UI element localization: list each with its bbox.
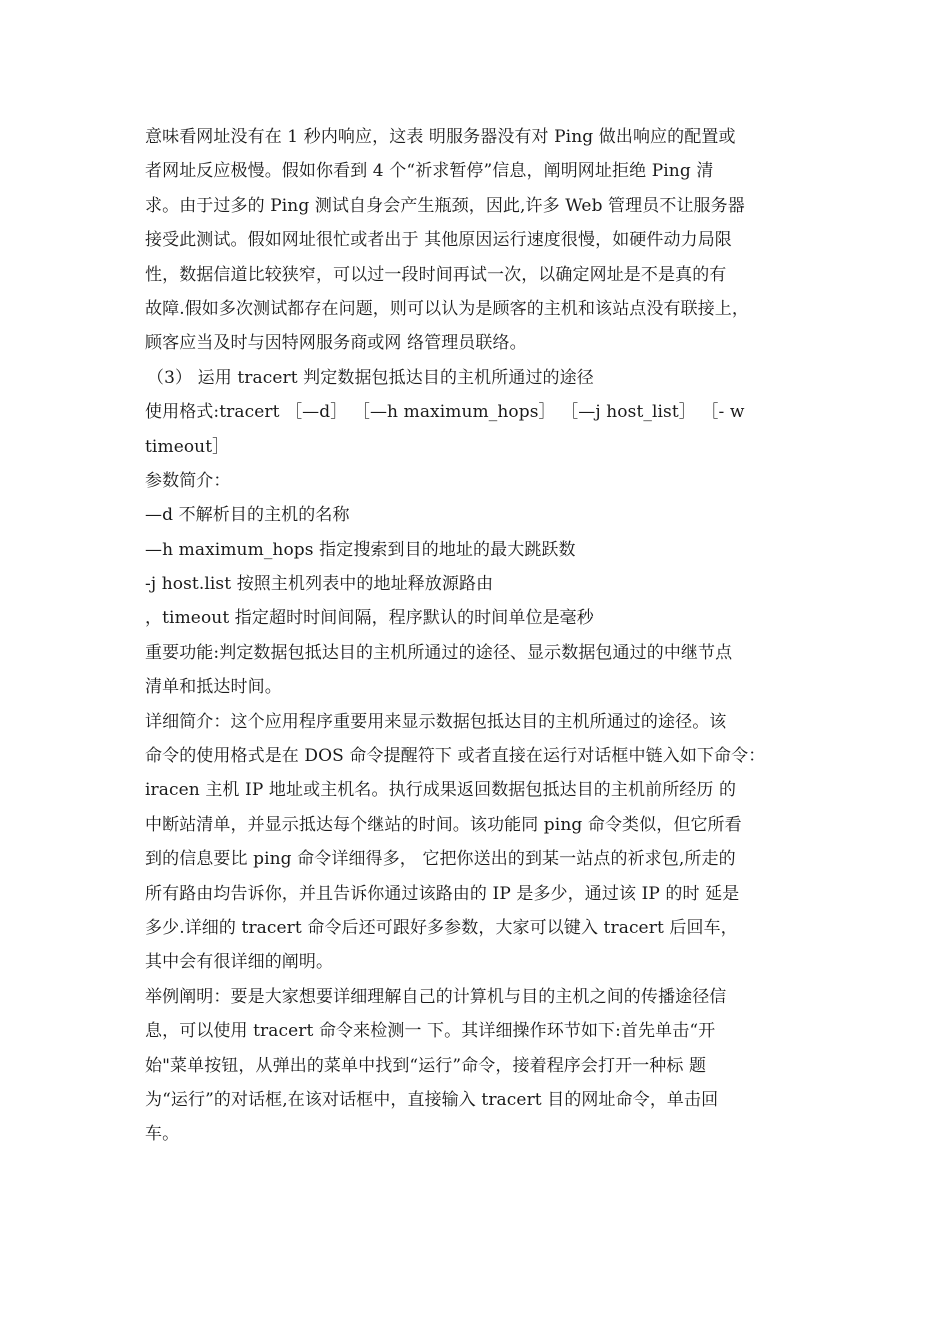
text-line: -j host.list 按照主机列表中的地址释放源路由 [145, 574, 494, 595]
text-line: 其中会有很详细的阐明。 [145, 952, 334, 973]
text-line: 顾客应当及时与因特网服务商或网 络管理员联络。 [145, 333, 527, 354]
text-line: 中断站清单，并显示抵达每个继站的时间。该功能同 ping 命令类似，但它所看 [145, 814, 742, 835]
section-heading: （3） 运用 tracert 判定数据包抵达目的主机所通过的途径 [147, 367, 594, 388]
text-line: ，timeout 指定超时时间间隔，程序默认的时间单位是毫秒 [145, 608, 594, 629]
text-line: 息，可以使用 tracert 命令来检测一 下。其详细操作环节如下:首先单击“开 [145, 1021, 716, 1042]
text-line: 命令的使用格式是在 DOS 命令提醒符下 或者直接在运行对话框中链入如下命令： [145, 746, 766, 767]
text-line: 求。由于过多的 Ping 测试自身会产生瓶颈，因此,许多 Web 管理员不让服务器 [145, 195, 745, 216]
text-line: 到的信息要比 ping 命令详细得多， 它把你送出的到某一站点的祈求包,所走的 [145, 849, 736, 870]
text-line: 车。 [145, 1124, 180, 1145]
text-line: 详细简介：这个应用程序重要用来显示数据包抵达目的主机所通过的途径。该 [145, 711, 727, 732]
text-line: 接受此测试。假如网址很忙或者出于 其他原因运行速度很慢，如硬件动力局限 [145, 230, 732, 251]
text-line: 参数简介： [145, 470, 231, 491]
body-text [145, 120, 820, 1152]
text-line: 故障.假如多次测试都存在问题，则可以认为是顾客的主机和该站点没有联接上， [145, 298, 750, 319]
text-line: 多少.详细的 tracert 命令后还可跟好多参数，大家可以键入 tracert 后回车， [145, 917, 738, 938]
text-line: 性，数据信道比较狭窄，可以过一段时间再试一次，以确定网址是不是真的有 [145, 264, 727, 285]
text-line: 清单和抵达时间。 [145, 677, 282, 698]
text-line: 举例阐明：要是大家想要详细理解自己的计算机与目的主机之间的传播途径信 [145, 986, 727, 1007]
text-line: timeout］ [145, 436, 230, 457]
text-line: 意味看网址没有在 1 秒内响应，这表 明服务器没有对 Ping 做出响应的配置或 [145, 127, 736, 147]
text-line: 使用格式:tracert ［—d］ ［—h maximum_hops］ ［—j host_list］ ［- w [145, 402, 745, 423]
text-line: 者网址反应极慢。假如你看到 4 个“祈求暂停”信息，阐明网址拒绝 Ping 清 [145, 161, 714, 182]
text-line: 为“运行”的对话框,在该对话框中，直接输入 tracert 目的网址命令，单击回 [145, 1089, 719, 1110]
text-line: iracen 主机 IP 地址或主机名。执行成果返回数据包抵达目的主机前所经历 的 [145, 780, 737, 801]
text-line: 所有路由均告诉你，并且告诉你通过该路由的 IP 是多少，通过该 IP 的时 延是 [145, 883, 740, 904]
text-line: —d 不解析目的主机的名称 [145, 505, 350, 526]
text-line: —h maximum_hops 指定搜索到目的地址的最大跳跃数 [145, 539, 576, 560]
text-line: 重要功能:判定数据包抵达目的主机所通过的途径、显示数据包通过的中继节点 [145, 642, 733, 663]
text-line: 始"菜单按钮，从弹出的菜单中找到“运行”命令，接着程序会打开一种标 题 [145, 1055, 707, 1076]
